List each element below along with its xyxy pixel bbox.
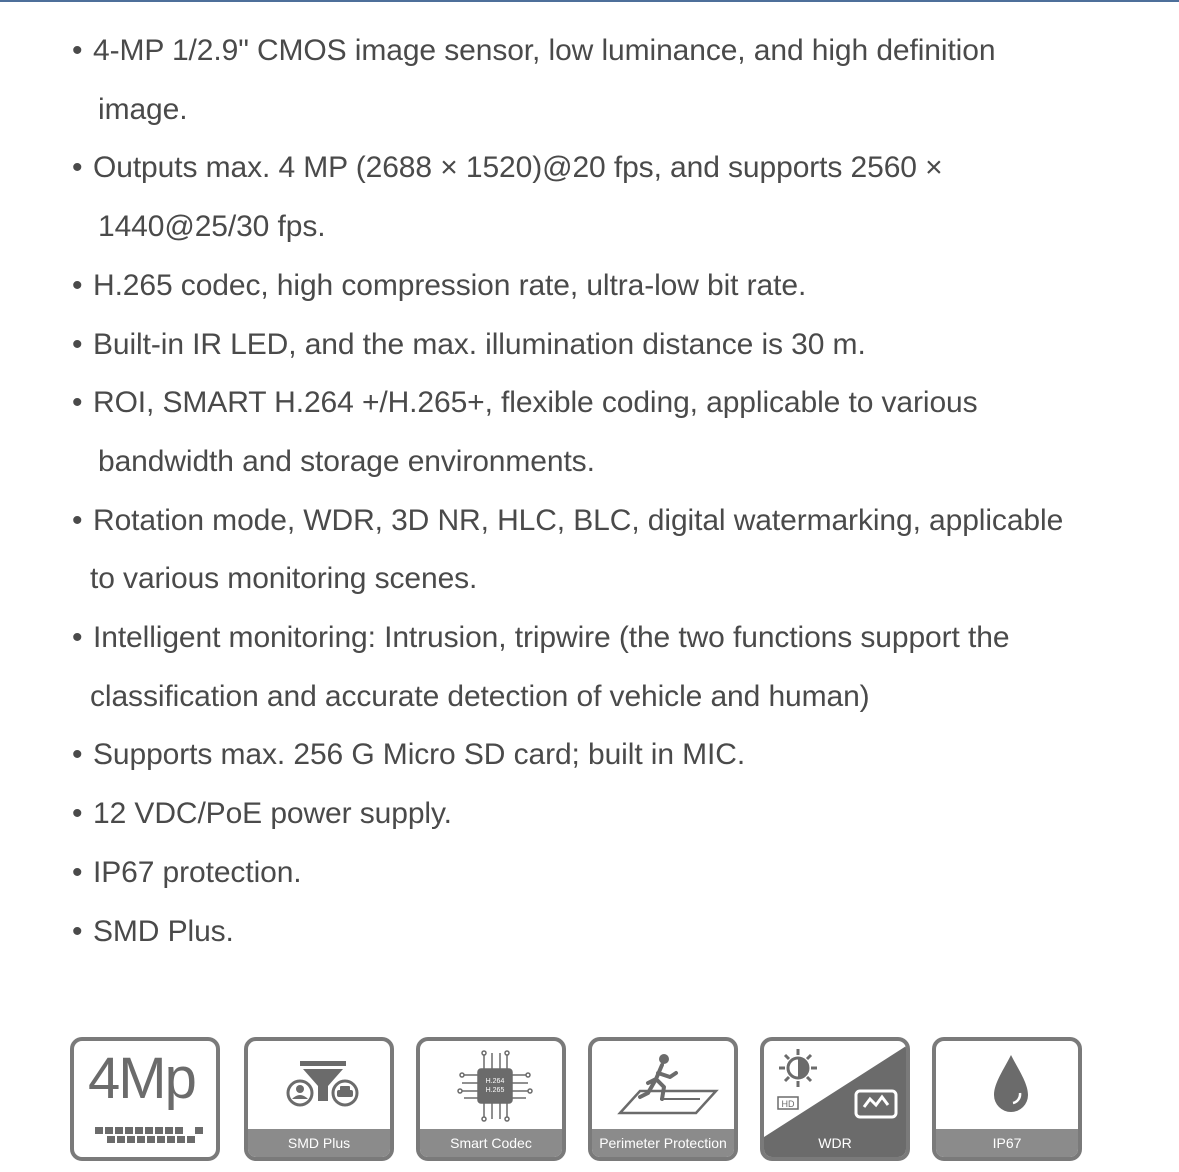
badge-ip67 [932, 1037, 1082, 1161]
chip-text-1: H.264 [485, 1078, 505, 1085]
resolution-grid-icon [74, 1041, 220, 1161]
feature-text: SMD Plus. [93, 914, 234, 948]
feature-badges [70, 1037, 1090, 1165]
bullet: • [72, 855, 83, 889]
bullet: • [72, 621, 83, 655]
chip-text-2: H.265 [485, 1087, 505, 1094]
hd-text: HD [781, 1099, 795, 1109]
bullet: • [72, 738, 83, 772]
feature-text: 4-MP 1/2.9" CMOS image sensor, low luminance, and high definition [93, 34, 996, 67]
feature-text: IP67 protection. [93, 855, 302, 889]
feature-text: 1440@25/30 fps. [98, 210, 326, 244]
feature-text: 12 VDC/PoE power supply. [93, 797, 452, 831]
bullet: • [72, 268, 83, 302]
feature-item [72, 844, 1132, 903]
feature-item [72, 785, 1132, 844]
bullet: • [72, 914, 83, 948]
feature-item [72, 257, 1132, 316]
feature-item [72, 609, 1132, 726]
badge-label: Perimeter Protection [599, 1135, 727, 1151]
feature-item [72, 374, 1132, 491]
feature-item [72, 726, 1132, 785]
bullet: • [72, 151, 83, 185]
badge-label: IP67 [992, 1135, 1022, 1151]
feature-item [72, 316, 1132, 375]
badge-label: WDR [818, 1135, 852, 1151]
feature-text: image. [98, 92, 188, 126]
badge-smart-codec [416, 1037, 566, 1161]
bullet: • [72, 503, 83, 537]
feature-item [72, 492, 1132, 609]
feature-text: Built-in IR LED, and the max. illumination distance is 30 m. [93, 327, 866, 361]
feature-text: bandwidth and storage environments. [98, 444, 595, 478]
badge-label: Smart Codec [450, 1135, 532, 1151]
feature-item [72, 22, 1132, 139]
feature-item [72, 139, 1132, 256]
badge-perimeter-protection [588, 1037, 738, 1161]
bullet: • [72, 327, 83, 361]
feature-text: to various monitoring scenes. [90, 562, 478, 596]
feature-text: Supports max. 256 G Micro SD card; built in MIC. [93, 738, 746, 772]
feature-text: Intelligent monitoring: Intrusion, tripwire (the two functions support the [93, 621, 1010, 655]
bullet: • [72, 34, 83, 67]
bullet: • [72, 386, 83, 420]
top-rule [0, 0, 1179, 2]
feature-text: H.265 codec, high compression rate, ultra-low bit rate. [93, 268, 807, 302]
bullet: • [72, 797, 83, 831]
feature-text: classification and accurate detection of vehicle and human) [90, 679, 870, 713]
badge-smd-plus [244, 1037, 394, 1161]
badge-label: SMD Plus [287, 1135, 351, 1151]
feature-list [72, 22, 1132, 961]
feature-text: Outputs max. 4 MP (2688 × 1520)@20 fps, and supports 2560 × [93, 151, 943, 185]
badge-4mp [70, 1037, 220, 1161]
feature-item [72, 903, 1132, 962]
4mp-resolution-icon: 4Mp [88, 1046, 195, 1111]
feature-text: Rotation mode, WDR, 3D NR, HLC, BLC, digital watermarking, applicable [93, 503, 1064, 537]
feature-text: ROI, SMART H.264 +/H.265+, flexible coding, applicable to various [93, 386, 978, 420]
badge-wdr [760, 1037, 910, 1161]
